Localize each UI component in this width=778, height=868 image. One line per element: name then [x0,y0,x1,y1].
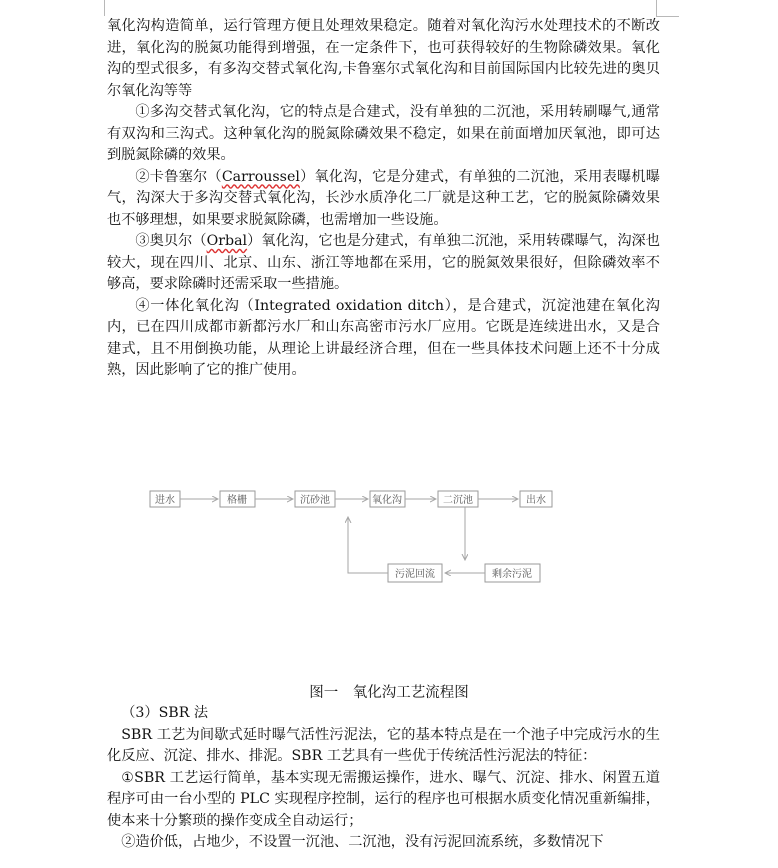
sbr-section [107,703,660,854]
sbr-item-1: ①SBR 工艺运行简单，基本实现无需搬运操作，进水、曝气、沉淀、排水、闲置五道程序可由一台小型的 PLC 实现程序控制，运行的程序也可根据水质变化情况重新编排，使本来十分繁琐的操作变成全自动运行； [107,769,660,829]
svg-text:氧化沟: 氧化沟 [372,495,402,506]
svg-text:出水: 出水 [526,495,546,506]
flowchart-svg [140,480,560,590]
svg-text:进水: 进水 [155,495,175,506]
node-oxidation-ditch [370,491,405,507]
page-corner-mark-left [104,0,105,16]
spellcheck-term-carroussel: Carroussel [221,168,300,185]
sbr-item-2: ②造价低，占地少，不设置一沉池、二沉池，没有污泥回流系统，多数情况下 [121,834,604,850]
paragraph-integrated-ditch: ④一体化氧化沟（Integrated oxidation ditch），是合建式，沉淀池建在氧化沟内，已在四川成都市新都污水厂和山东高密市污水厂应用。它既是连续进出水，又是合建式，且不用倒换功能，从理论上讲最经济合理，但在一些具体技术问题上还不十分成熟，因此影响了它的推广使用。 [107,297,660,378]
orbal-prefix: ③奥贝尔（ [135,233,207,249]
svg-text:污泥回流: 污泥回流 [395,569,435,580]
node-grit-chamber [295,491,335,507]
node-effluent [520,491,552,507]
page-corner-mark-right [656,0,679,17]
paragraph-multi-ditch: ①多沟交替式氧化沟，它的特点是合建式，没有单独的二沉池，采用转刷曝气,通常有双沟和三沟式。这种氧化沟的脱氮除磷效果不稳定，如果在前面增加厌氧池，即可达到脱氮除磷的效果。 [107,104,660,163]
sbr-heading: （3）SBR 法 [121,705,209,721]
sbr-intro: SBR 工艺为间歇式延时曝气活性污泥法，它的基本特点是在一个池子中完成污水的生化反应、沉淀、排水、排泥。SBR 工艺具有一些优于传统活性污泥法的特征： [107,726,660,764]
node-screen [220,491,255,507]
orbal-text: ）氧化沟，它也是分建式，有单独二沉池，采用转碟曝气，沟深也较大，现在四川、北京、山东、浙江等地都在采用，它的脱氮效果很好，但除磷效率不够高，要求除磷时还需采取一些措施。 [107,233,660,292]
svg-text:剩余污泥: 剩余污泥 [492,569,532,580]
document-body [107,16,660,382]
paragraph-orbal [107,231,660,296]
figure-caption: 图一 氧化沟工艺流程图 [309,685,469,701]
svg-text:格栅: 格栅 [227,495,247,506]
process-flowchart [140,480,560,590]
paragraph-oxidation-ditch-intro: 氧化沟构造简单，运行管理方便且处理效果稳定。随着对氧化沟污水处理技术的不断改进，氧化沟的脱氮功能得到增强，在一定条件下，也可获得较好的生物除磷效果。氧化沟的型式很多，有多沟交替式氧化沟,卡鲁塞尔式氧化沟和目前国际国内比较先进的奥贝尔氧化沟等等 [107,18,660,99]
node-excess-sludge [485,564,540,582]
svg-text:沉砂池: 沉砂池 [300,495,330,506]
svg-text:二沉池: 二沉池 [443,495,473,506]
carrousel-prefix: ②卡鲁塞尔（ [135,168,222,185]
node-sludge-return [388,564,442,582]
arrow-return-ditch [348,517,388,573]
spellcheck-term-orbal: Orbal [206,233,248,249]
carrousel-text: ）氧化沟，它是分建式，有单独的二沉池，采用表曝机曝气，沟深大于多沟交替式氧化沟，长沙水质净化二厂就是这种工艺，它的脱氮除磷效果也不够理想，如果要求脱氮除磷，也需增加一些设施。 [107,168,660,228]
node-secondary-clarifier [438,491,478,507]
node-influent [150,491,180,507]
paragraph-carrousel [107,167,660,232]
